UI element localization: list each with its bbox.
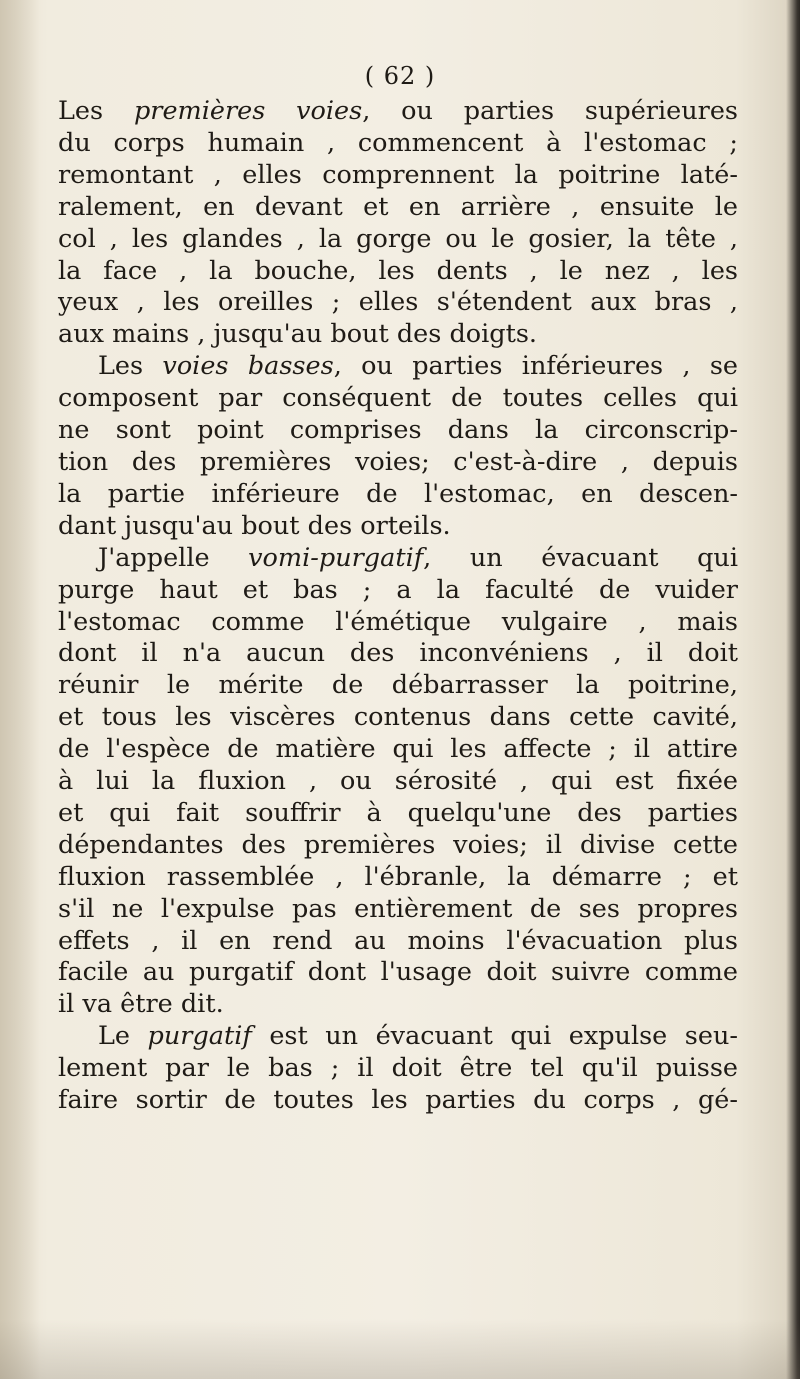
text-line: dépendantes des premières voies; il divise cette [58, 829, 738, 860]
text-line: la face , la bouche, les dents , le nez , les [58, 255, 738, 286]
text-line: la partie inférieure de l'estomac, en descen- [58, 478, 738, 509]
text-line: Les voies basses, ou parties inférieures , se [98, 351, 739, 382]
text-line: à lui la fluxion , ou sérosité , qui est fixée [58, 766, 738, 797]
text-line: et qui fait souffrir à quelqu'une des parties [58, 797, 738, 828]
page-number: ( 62 ) [364, 62, 436, 90]
text-line: l'estomac comme l'émétique vulgaire , mais [58, 606, 738, 637]
page-bottom-shadow [0, 1319, 800, 1379]
text-line: effets , il en rend au moins l'évacuation plus [58, 925, 738, 956]
text-line: yeux , les oreilles ; elles s'étendent aux bras , [58, 287, 738, 318]
text-line: J'appelle vomi-purgatif, un évacuant qui [98, 542, 739, 573]
text-line: purge haut et bas ; a la faculté de vuider [58, 574, 738, 605]
text-line: réunir le mérite de débarrasser la poitrine, [58, 670, 738, 701]
text-line: s'il ne l'expulse pas entièrement de ses propres [58, 893, 738, 924]
body-text [58, 96, 738, 1117]
text-line: Le purgatif est un évacuant qui expulse seu- [98, 1021, 738, 1052]
text-line: du corps humain , commencent à l'estomac ; [58, 127, 738, 158]
text-line: aux mains , jusqu'au bout des doigts. [58, 319, 538, 350]
text-line: remontant , elles comprennent la poitrine laté- [58, 159, 738, 190]
text-line: composent par conséquent de toutes celles qui [58, 383, 738, 414]
text-line: faire sortir de toutes les parties du corps , gé- [58, 1085, 738, 1116]
text-line: fluxion rassemblée , l'ébranle, la démarre ; et [58, 861, 738, 892]
text-line: tion des premières voies; c'est-à-dire , depuis [58, 446, 738, 477]
text-line: ne sont point comprises dans la circonscrip- [58, 415, 738, 446]
text-line: Les premières voies, ou parties supérieures [58, 96, 739, 126]
text-line: dant jusqu'au bout des orteils. [58, 510, 451, 541]
text-line: ralement, en devant et en arrière , ensuite le [58, 191, 738, 222]
text-line: de l'espèce de matière qui les affecte ; il attire [58, 734, 738, 765]
text-line: facile au purgatif dont l'usage doit suivre comme [58, 957, 738, 988]
text-line: dont il n'a aucun des inconvéniens , il doit [58, 638, 738, 669]
page-left-shadow [0, 0, 40, 1379]
text-line: col , les glandes , la gorge ou le gosier, la tête , [58, 223, 738, 254]
text-line: lement par le bas ; il doit être tel qu'il puisse [58, 1053, 738, 1084]
page-right-edge [786, 0, 800, 1379]
text-line: et tous les viscères contenus dans cette cavité, [58, 702, 738, 733]
text-line: il va être dit. [58, 989, 224, 1020]
